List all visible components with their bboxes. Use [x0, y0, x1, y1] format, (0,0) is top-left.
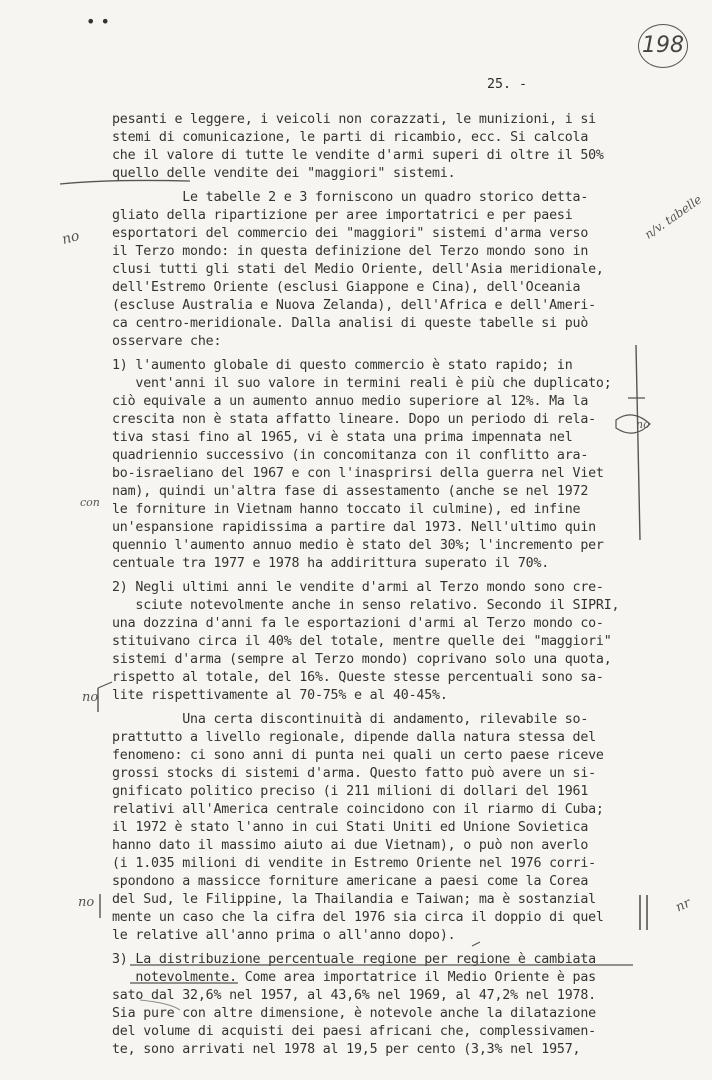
text-line: gliato della ripartizione per aree importatrici e per paesi — [112, 208, 573, 223]
text-line: gnificato politico preciso (i 211 milioni di dollari del 1961 — [112, 784, 589, 799]
margin-note-no-2: no — [82, 690, 99, 705]
text-line: 2) Negli ultimi anni le vendite d'armi al Terzo mondo sono cre- — [112, 580, 604, 595]
margin-note-con: con — [80, 496, 100, 509]
text-line: le relative all'anno prima o all'anno dopo). — [112, 928, 456, 943]
text-line: clusi tutti gli stati del Medio Oriente, dell'Asia meridionale, — [112, 262, 604, 277]
text-line: bo-israeliano del 1967 e con l'inasprirsi della guerra nel Viet — [112, 466, 604, 481]
text-line: osservare che: — [112, 334, 222, 349]
text-line: le forniture in Vietnam hanno toccato il culmine), ed infine — [112, 502, 581, 517]
text-line: che il valore di tutte le vendite d'armi superi di oltre il 50% — [112, 148, 604, 163]
text-line: dell'Estremo Oriente (esclusi Giappone e Cina), dell'Oceania — [112, 280, 581, 295]
text-line: una dozzina d'anni fa le esportazioni d'armi al Terzo mondo co- — [112, 616, 604, 631]
text-line: esportatori del commercio dei "maggiori" sistemi d'arma verso — [112, 226, 589, 241]
margin-note-nr: nr — [673, 895, 694, 916]
text-line: del Sud, le Filippine, la Thailandia e Taiwan; ma è sostanzial — [112, 892, 596, 907]
text-line: hanno dato il massimo aiuto ai due Vietnam), o può non averlo — [112, 838, 589, 853]
margin-note-no-3: no — [78, 895, 95, 910]
text-line: fenomeno: ci sono anni di punta nei quali un certo paese riceve — [112, 748, 604, 763]
text-line: te, sono arrivati nel 1978 al 19,5 per cento (3,3% nel 1957, — [112, 1042, 581, 1057]
circled-note — [616, 415, 650, 433]
text-line: ciò equivale a un aumento annuo medio superiore al 12%. Ma la — [112, 394, 589, 409]
text-line: lite rispettivamente al 70-75% e al 40-45%. — [112, 688, 448, 703]
text-line: il 1972 è stato l'anno in cui Stati Uniti ed Unione Sovietica — [112, 820, 589, 835]
margin-note-box-no: no — [636, 418, 650, 431]
margin-note-no: no — [60, 228, 82, 248]
margin-bracket — [636, 345, 640, 540]
text-line: spondono a massicce forniture americane a paesi come la Corea — [112, 874, 589, 889]
text-line: un'espansione rapidissima a partire dal 1973. Nell'ultimo quin — [112, 520, 596, 535]
text-line: pesanti e leggere, i veicoli non corazzati, le munizioni, i si — [112, 112, 596, 127]
text-line: rispetto al totale, del 16%. Queste stesse percentuali sono sa- — [112, 670, 604, 685]
margin-note-tabelle: n/v. tabelle — [641, 192, 705, 242]
text-line: stituivano circa il 40% del totale, mentre quelle dei "maggiori" — [112, 634, 612, 649]
text-line: Sia pure con altre dimensione, è notevole anche la dilatazione — [112, 1006, 596, 1021]
punch-dots: • • — [86, 12, 110, 31]
text-line: 1) l'aumento globale di questo commercio è stato rapido; in — [112, 358, 573, 373]
text-line: prattutto a livello regionale, dipende dalla natura stessa del — [112, 730, 596, 745]
text-line: notevolmente. Come area importatrice il Medio Oriente è pas — [112, 970, 596, 985]
text-line: ca centro-meridionale. Dalla analisi di queste tabelle si può — [112, 316, 589, 331]
text-line: Le tabelle 2 e 3 forniscono un quadro storico detta- — [112, 190, 589, 205]
text-line: del volume di acquisti dei paesi africani che, complessivamen- — [112, 1024, 596, 1039]
text-line: quello delle vendite dei "maggiori" sistemi. — [112, 166, 456, 181]
text-line: sato dal 32,6% nel 1957, al 43,6% nel 1969, al 47,2% nel 1978. — [112, 988, 596, 1003]
text-line: quennio l'aumento annuo medio è stato del 30%; l'incremento per — [112, 538, 604, 553]
text-line: tiva stasi fino al 1965, vi è stata una prima impennata nel — [112, 430, 573, 445]
page-number: 25. - — [487, 77, 528, 92]
text-line: vent'anni il suo valore in termini reali è più che duplicato; — [112, 376, 612, 391]
text-line: quadriennio successivo (in concomitanza con il conflitto ara- — [112, 448, 589, 463]
text-line: il Terzo mondo: in questa definizione del Terzo mondo sono in — [112, 244, 589, 259]
text-line: grossi stocks di sistemi d'arma. Questo fatto può avere un si- — [112, 766, 596, 781]
text-line: crescita non è stata affatto lineare. Dopo un periodo di rela- — [112, 412, 596, 427]
text-line: Una certa discontinuità di andamento, rilevabile so- — [112, 712, 589, 727]
text-line: sistemi d'arma (sempre al Terzo mondo) coprivano solo una quota, — [112, 652, 612, 667]
archive-stamp: 198 — [638, 24, 688, 68]
text-line: nam), quindi un'altra fase di assestamento (anche se nel 1972 — [112, 484, 589, 499]
text-line: mente un caso che la cifra del 1976 sia circa il doppio di quel — [112, 910, 604, 925]
text-line: (escluse Australia e Nuova Zelanda), dell'Africa e dell'Ameri- — [112, 298, 596, 313]
text-line: centuale tra 1977 e 1978 ha addirittura superato il 70%. — [112, 556, 550, 571]
text-line: (i 1.035 milioni di vendite in Estremo Oriente nel 1976 corri- — [112, 856, 596, 871]
text-line: relativi all'America centrale coincidono con il riarmo di Cuba; — [112, 802, 604, 817]
text-line: stemi di comunicazione, le parti di ricambio, ecc. Si calcola — [112, 130, 589, 145]
text-line: 3) La distribuzione percentuale regione per regione è cambiata — [112, 952, 596, 967]
text-line: sciute notevolmente anche in senso relativo. Secondo il SIPRI, — [112, 598, 620, 613]
pen-underline — [60, 180, 190, 184]
